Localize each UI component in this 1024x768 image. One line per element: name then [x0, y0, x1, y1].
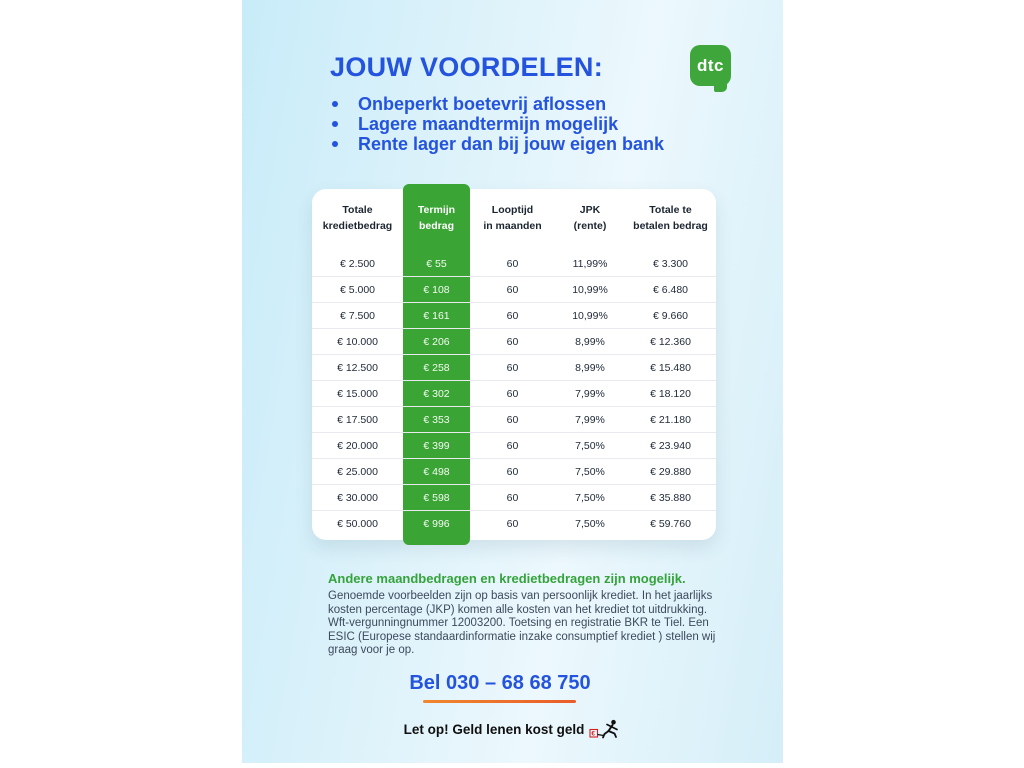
flyer [242, 0, 783, 763]
table-cell: 8,99% [575, 335, 605, 348]
table-row [312, 407, 716, 433]
table-cell: € 3.300 [652, 257, 689, 270]
termijn-cell: € 161 [423, 309, 450, 322]
table-cell: € 15.000 [337, 387, 378, 400]
table-cell: € 6.480 [652, 283, 689, 296]
table-cell: 8,99% [575, 361, 605, 374]
bullet-icon [332, 121, 338, 127]
list-item [332, 94, 664, 114]
table-cell: 60 [506, 309, 519, 322]
table-cell: € 18.120 [650, 387, 691, 400]
table-cell: € 50.000 [337, 518, 378, 530]
table-row [312, 433, 716, 459]
table-body [312, 251, 716, 537]
dtc-logo-text: dtc [697, 55, 724, 75]
table-cell: € 20.000 [337, 439, 378, 452]
table-cell: 7,50% [575, 465, 605, 478]
table-cell: 60 [506, 361, 519, 374]
table-cell: € 2.500 [339, 257, 376, 270]
dtc-logo [690, 45, 731, 86]
table-cell: € 23.940 [650, 439, 691, 452]
table-cell: 60 [506, 387, 519, 400]
table-row [312, 459, 716, 485]
table-cell: 7,99% [575, 387, 605, 400]
termijn-cell: € 498 [423, 465, 450, 478]
column-header: Looptijd in maanden [483, 204, 542, 232]
geld-lenen-kost-geld-icon [589, 719, 621, 739]
table-cell: € 59.760 [650, 518, 691, 530]
table-row [312, 251, 716, 277]
termijn-cell: € 206 [423, 335, 450, 348]
table-cell: 7,50% [575, 518, 605, 530]
table-cell: 7,50% [575, 491, 605, 504]
phone-underline [423, 700, 576, 703]
table-cell: € 21.180 [650, 413, 691, 426]
table-row [312, 303, 716, 329]
table-row [312, 277, 716, 303]
table-cell: 60 [506, 439, 519, 452]
table-cell: € 17.500 [337, 413, 378, 426]
termijn-cell: € 353 [423, 413, 450, 426]
column-header: JPK (rente) [573, 204, 607, 232]
table-cell: 60 [506, 335, 519, 348]
table-cell: 60 [506, 413, 519, 426]
termijn-cell: € 302 [423, 387, 450, 400]
table-header-row [312, 189, 716, 241]
svg-text:€: € [591, 730, 596, 738]
credit-warning-label: Let op! Geld lenen kost geld [403, 721, 585, 737]
table-cell: 60 [506, 518, 519, 530]
column-header: Termijn bedrag [417, 204, 456, 232]
table-cell: 60 [506, 491, 519, 504]
table-cell: € 12.500 [337, 361, 378, 374]
table-cell: € 5.000 [339, 283, 376, 296]
table-cell: 60 [506, 465, 519, 478]
bullet-icon [332, 101, 338, 107]
termijn-cell: € 598 [423, 491, 450, 504]
termijn-cell: € 996 [423, 518, 450, 530]
list-item [332, 114, 664, 134]
table-cell: € 12.360 [650, 335, 691, 348]
table-cell: € 25.000 [337, 465, 378, 478]
table-cell: € 10.000 [337, 335, 378, 348]
benefit-label: Rente lager dan bij jouw eigen bank [358, 133, 665, 154]
phone-cta[interactable]: Bel 030 – 68 68 750 [409, 672, 591, 694]
table-row [312, 355, 716, 381]
rates-table-card [312, 189, 716, 540]
table-cell: 60 [506, 257, 519, 270]
table-cell: 7,50% [575, 439, 605, 452]
termijn-cell: € 55 [426, 257, 447, 270]
table-cell: 10,99% [572, 283, 608, 296]
column-header: Totale te betalen bedrag [633, 204, 708, 232]
benefits-list [332, 94, 664, 154]
table-cell: 10,99% [572, 309, 608, 322]
table-row [312, 329, 716, 355]
table-cell: 60 [506, 283, 519, 296]
table-cell: € 29.880 [650, 465, 691, 478]
list-item [332, 134, 664, 154]
table-cell: € 7.500 [339, 309, 376, 322]
dtc-logo-tail [714, 83, 727, 92]
termijn-cell: € 258 [423, 361, 450, 374]
table-cell: € 9.660 [652, 309, 689, 322]
table-row [312, 511, 716, 537]
table-cell: € 35.880 [650, 491, 691, 504]
page-title: JOUW VOORDELEN: [330, 52, 604, 82]
bullet-icon [332, 141, 338, 147]
table-cell: 7,99% [575, 413, 605, 426]
table-row [312, 485, 716, 511]
benefit-label: Lagere maandtermijn mogelijk [358, 113, 619, 134]
benefit-label: Onbeperkt boetevrij aflossen [358, 93, 607, 114]
column-header: Totale kredietbedrag [322, 204, 393, 232]
table-cell: € 15.480 [650, 361, 691, 374]
table-cell: 11,99% [572, 257, 608, 270]
termijn-cell: € 399 [423, 439, 450, 452]
table-cell: € 30.000 [337, 491, 378, 504]
termijn-cell: € 108 [423, 283, 450, 296]
note-body: Genoemde voorbeelden zijn op basis van persoonlijk krediet. In het jaarlijks kosten percentage (JKP) komen alle kosten van het krediet tot uitdrukking. Wft-vergunningnummer 12003200. Toetsing en registratie BKR te Tiel. Een ESIC (Europese standaardinformatie inzake consumptief krediet ) stellen wij graag voor je op. [328, 590, 716, 657]
note-heading: Andere maandbedragen en kredietbedragen zijn mogelijk. [328, 571, 686, 586]
credit-warning [242, 719, 783, 739]
table-row [312, 381, 716, 407]
